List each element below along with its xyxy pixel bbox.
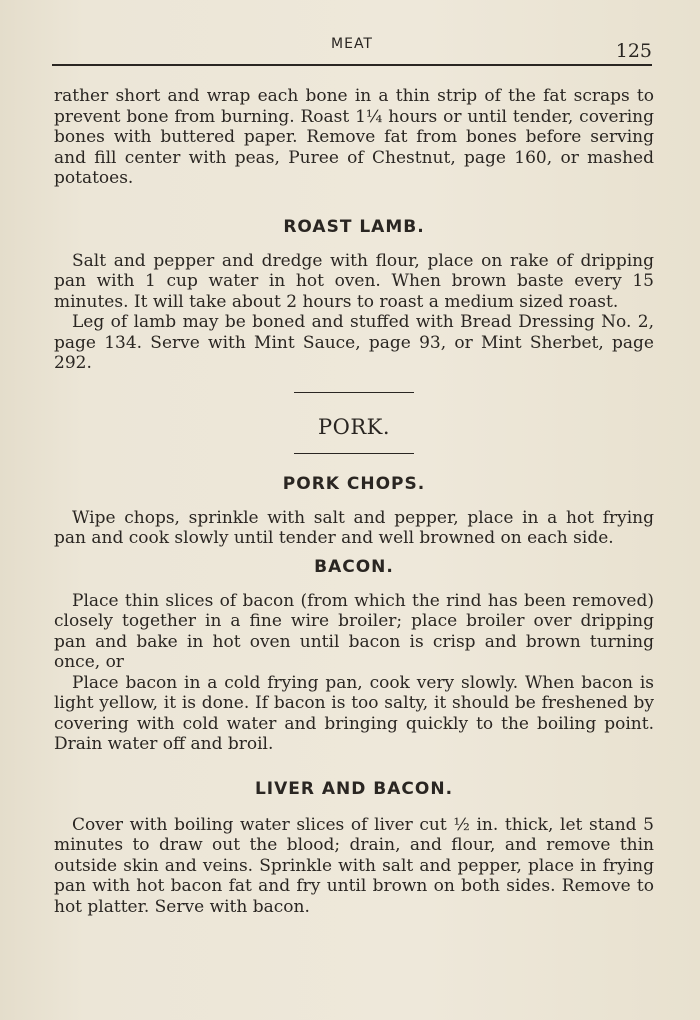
header-rule bbox=[52, 64, 652, 66]
bacon-heading: BACON. bbox=[314, 556, 394, 577]
roast-lamb-paragraph-1: Salt and pepper and dredge with flour, place on rake of dripping pan with 1 cup water in hot oven. When brown baste every 15 minutes. It will take about 2 hours to roast a medium sized roast. bbox=[54, 250, 654, 312]
pork-chops-heading: PORK CHOPS. bbox=[282, 473, 426, 494]
bacon-paragraph-2: Place bacon in a cold frying pan, cook very slowly. When bacon is light yellow, it is done. If bacon is too salty, it should be freshened by covering with cold water and bringing quickly to the boiling point. Drain water off and broil. bbox=[54, 672, 654, 754]
section-divider-top bbox=[294, 392, 414, 393]
page-header bbox=[52, 32, 652, 66]
page-number: 125 bbox=[615, 40, 652, 62]
section-divider-bottom bbox=[294, 453, 414, 454]
bacon-paragraph-1: Place thin slices of bacon (from which the rind has been removed) closely together in a fine wire broiler; place broiler over dripping pan and bake in hot oven until bacon is crisp and brown turning once, or bbox=[54, 590, 654, 672]
intro-paragraph: rather short and wrap each bone in a thin strip of the fat scraps to prevent bone from burning. Roast 1¼ hours or until tender, covering bones with buttered paper. Remove fat from bones before serving and fill center with peas, Puree of Chestnut, page 160, or mashed potatoes. bbox=[54, 86, 654, 188]
roast-lamb-paragraph-2: Leg of lamb may be boned and stuffed with Bread Dressing No. 2, page 134. Serve with Mint Sauce, page 93, or Mint Sherbet, page 292. bbox=[54, 312, 654, 373]
pork-heading: PORK. bbox=[317, 414, 391, 439]
liver-and-bacon-paragraph: Cover with boiling water slices of liver cut ½ in. thick, let stand 5 minutes to draw out the blood; drain, and flour, and remove thin outside skin and veins. Sprinkle with salt and pepper, place in frying pan with hot bacon fat and fry until brown on both sides. Remove to hot platter. Serve with bacon. bbox=[54, 814, 654, 917]
roast-lamb-heading: ROAST LAMB. bbox=[283, 216, 425, 237]
liver-and-bacon-heading: LIVER AND BACON. bbox=[254, 778, 454, 799]
pork-chops-paragraph: Wipe chops, sprinkle with salt and pepper, place in a hot frying pan and cook slowly until tender and well browned on each side. bbox=[54, 507, 654, 548]
running-head: MEAT bbox=[331, 36, 373, 52]
page-body bbox=[54, 86, 654, 917]
